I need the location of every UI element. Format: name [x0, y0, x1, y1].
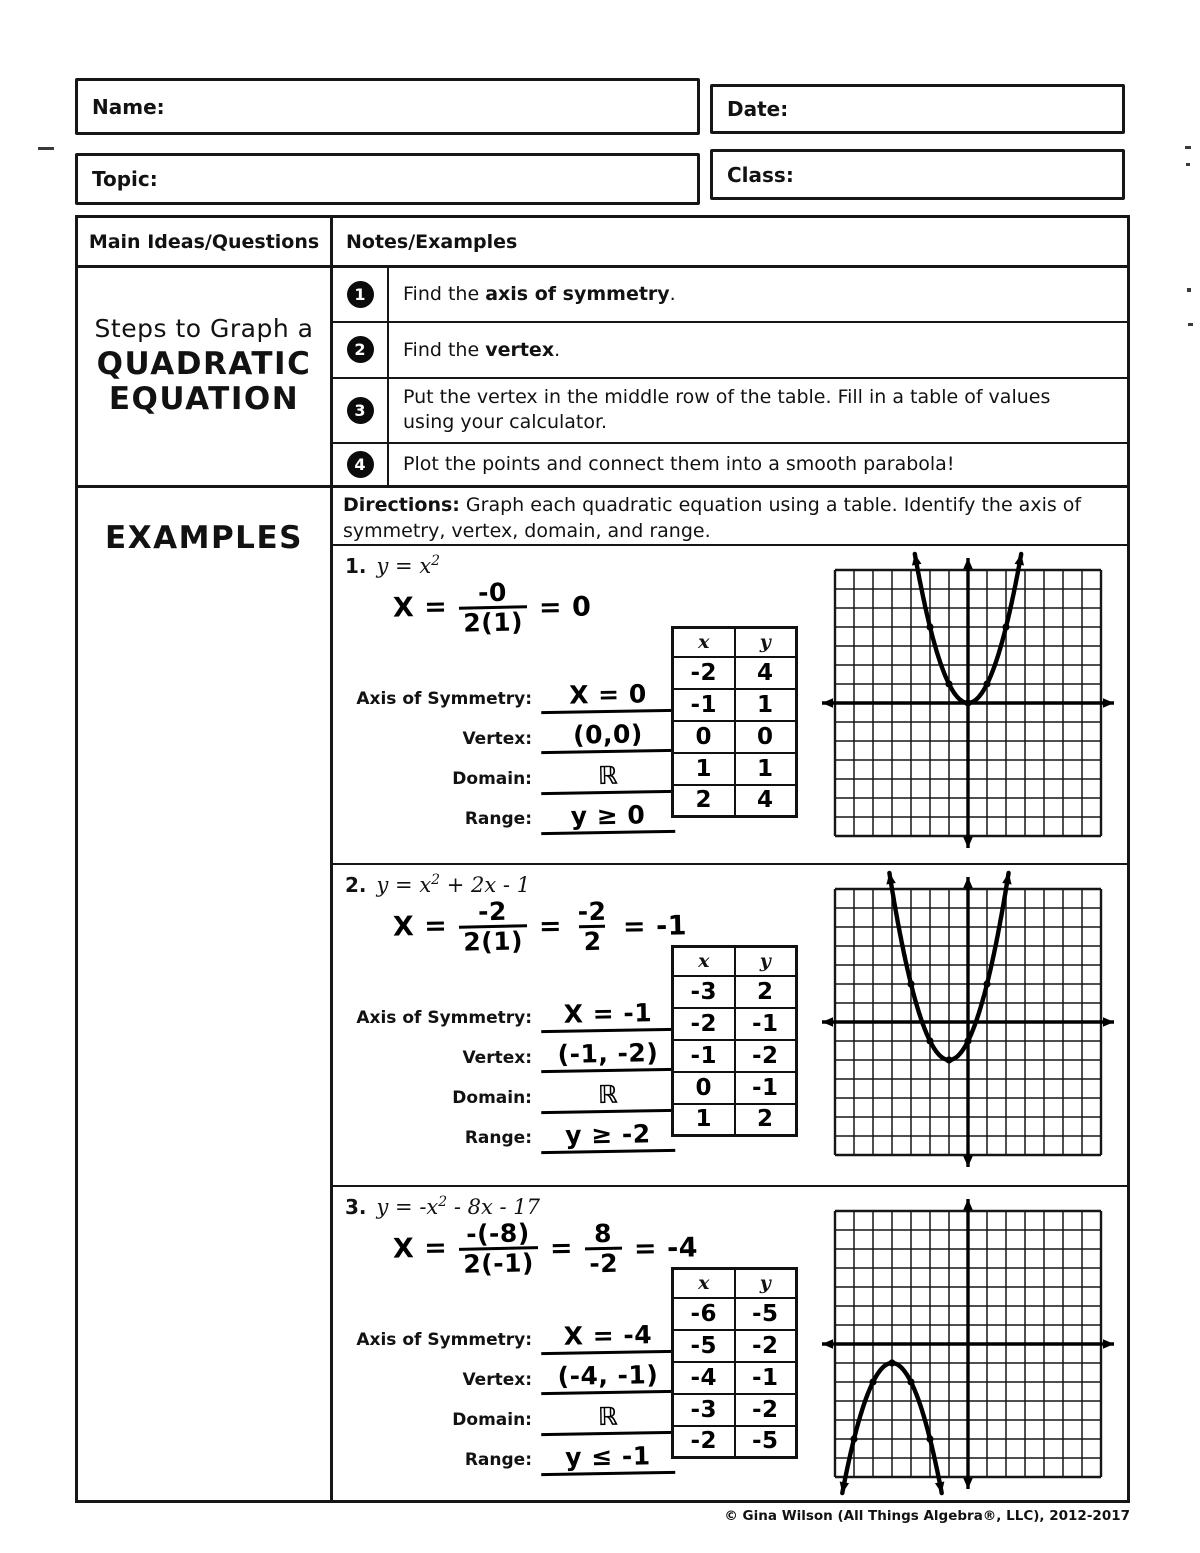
xy-value-table: x y -2 4 -1 1 0 0 1 1 2 4	[671, 626, 798, 818]
range-row	[353, 1119, 675, 1153]
vertex-label: Vertex:	[462, 728, 532, 749]
example-3-header	[345, 1194, 540, 1219]
table-header-row	[78, 218, 1127, 268]
domain-row	[353, 1079, 675, 1113]
example-equation: $y = -x^2 - 8x - 17$	[376, 1194, 541, 1219]
vertex-row	[353, 719, 675, 753]
domain-answer: ℝ	[541, 1402, 676, 1436]
step-4-badge: 4	[347, 451, 374, 478]
example-2	[333, 863, 1127, 1185]
step-2-number-cell	[333, 323, 389, 376]
main-ideas-header: Main Ideas/Questions	[78, 218, 333, 265]
range-row	[353, 1441, 675, 1475]
scan-speck	[38, 147, 54, 150]
answer-fields	[353, 679, 675, 843]
steps-title-line3: EQUATION	[108, 381, 300, 417]
range-answer: y ≥ 0	[541, 802, 676, 836]
domain-row	[353, 1401, 675, 1435]
axis-of-symmetry-label: Axis of Symmetry:	[356, 1329, 532, 1350]
range-label: Range:	[464, 1450, 532, 1471]
domain-answer: ℝ	[541, 761, 676, 795]
step-4-text: Plot the points and connect them into a smooth parabola!	[403, 452, 955, 475]
answer-fields	[353, 998, 675, 1162]
axis-of-symmetry-answer: X = -1	[541, 1000, 676, 1034]
example-2-header	[345, 872, 530, 897]
steps-section-title	[78, 268, 333, 485]
step-4-row	[333, 442, 1127, 485]
steps-section	[78, 268, 1127, 488]
example-number: 1.	[345, 554, 367, 578]
example-equation: $y = x^2$	[376, 553, 441, 578]
scan-speck	[1185, 146, 1191, 149]
vertex-row	[353, 1360, 675, 1394]
domain-label: Domain:	[452, 1410, 532, 1431]
cornell-notes-table	[75, 215, 1130, 1503]
steps-title-line2: QUADRATIC	[96, 346, 312, 383]
step-2-row	[333, 321, 1127, 376]
range-label: Range:	[464, 1128, 532, 1149]
examples-content	[333, 488, 1127, 1500]
axis-of-symmetry-row	[353, 998, 675, 1032]
range-row	[353, 800, 675, 834]
step-3-text: Put the vertex in the middle row of the table. Fill in a table of values using your calculator.	[403, 386, 1051, 434]
step-1-badge: 1	[347, 281, 374, 308]
domain-row	[353, 760, 675, 794]
step-2-text: Find the vertex.	[403, 338, 561, 361]
example-1	[333, 546, 1127, 863]
examples-section	[78, 488, 1127, 1500]
xy-value-table: x y -3 2 -2 -1 -1 -2 0 -1 1 2	[671, 945, 798, 1137]
copyright-footer: © Gina Wilson (All Things Algebra®, LLC), 2012-2017	[724, 1508, 1130, 1524]
topic-label: Topic:	[92, 167, 158, 191]
range-answer: y ≤ -1	[541, 1443, 676, 1477]
vertex-row	[353, 1038, 675, 1072]
scan-speck	[1188, 323, 1193, 326]
handwritten-work: X = $\frac{-0}{2(1)}$ = 0	[392, 577, 592, 638]
topic-field-box[interactable]	[75, 153, 700, 205]
scan-speck	[1187, 288, 1191, 292]
domain-answer: ℝ	[541, 1080, 676, 1114]
step-1-row	[333, 268, 1127, 321]
domain-label: Domain:	[452, 1088, 532, 1109]
step-2-badge: 2	[347, 336, 374, 363]
vertex-label: Vertex:	[462, 1047, 532, 1068]
steps-title-line1: Steps to Graph a	[94, 314, 314, 344]
axis-of-symmetry-label: Axis of Symmetry:	[356, 1007, 532, 1028]
axis-of-symmetry-answer: X = 0	[541, 681, 676, 715]
axis-of-symmetry-row	[353, 679, 675, 713]
parabola-graph	[809, 550, 1129, 856]
example-3	[333, 1185, 1127, 1500]
class-label: Class:	[727, 162, 794, 187]
answer-fields	[353, 1320, 675, 1484]
notes-examples-header: Notes/Examples	[346, 230, 518, 253]
directions-label: Directions:	[343, 494, 460, 516]
parabola-graph	[809, 869, 1129, 1175]
step-1-text: Find the axis of symmetry.	[403, 283, 676, 306]
example-number: 2.	[345, 873, 367, 897]
axis-of-symmetry-row	[353, 1320, 675, 1354]
step-3-badge: 3	[347, 397, 374, 424]
example-1-header	[345, 553, 440, 578]
steps-list	[333, 268, 1127, 485]
domain-label: Domain:	[452, 769, 532, 790]
vertex-answer: (-4, -1)	[541, 1362, 676, 1396]
handwritten-work: X = $\frac{-(-8)}{2(-1)}$ = $\frac{8}{-2}$ = -4	[392, 1218, 699, 1279]
name-field-box[interactable]	[75, 78, 700, 135]
scan-speck	[1186, 163, 1190, 166]
xy-value-table: x y -6 -5 -5 -2 -4 -1 -3 -2 -2 -5	[671, 1267, 798, 1459]
date-label: Date:	[727, 97, 789, 121]
examples-heading: EXAMPLES	[78, 488, 333, 1500]
step-4-number-cell	[333, 444, 389, 485]
vertex-answer: (-1, -2)	[541, 1040, 676, 1074]
vertex-answer: (0,0)	[541, 721, 676, 755]
date-field-box[interactable]	[710, 84, 1125, 134]
vertex-label: Vertex:	[462, 1369, 532, 1390]
step-3-number-cell	[333, 379, 389, 442]
axis-of-symmetry-answer: X = -4	[541, 1322, 676, 1356]
handwritten-work: X = $\frac{-2}{2(1)}$ = $\frac{-2}{2}$ = -1	[392, 896, 688, 957]
directions-text: Directions: Graph each quadratic equation using a table. Identify the axis of symmetry, vertex, domain, and range.	[333, 488, 1127, 546]
step-3-row	[333, 377, 1127, 442]
range-answer: y ≥ -2	[541, 1121, 676, 1155]
example-number: 3.	[345, 1195, 367, 1219]
axis-of-symmetry-label: Axis of Symmetry:	[356, 688, 532, 709]
parabola-graph	[809, 1191, 1129, 1497]
class-field-box[interactable]	[710, 149, 1125, 200]
example-equation: $y = x^2 + 2x - 1$	[376, 872, 531, 897]
range-label: Range:	[464, 809, 532, 830]
step-1-number-cell	[333, 268, 389, 321]
name-label: Name:	[92, 94, 165, 119]
